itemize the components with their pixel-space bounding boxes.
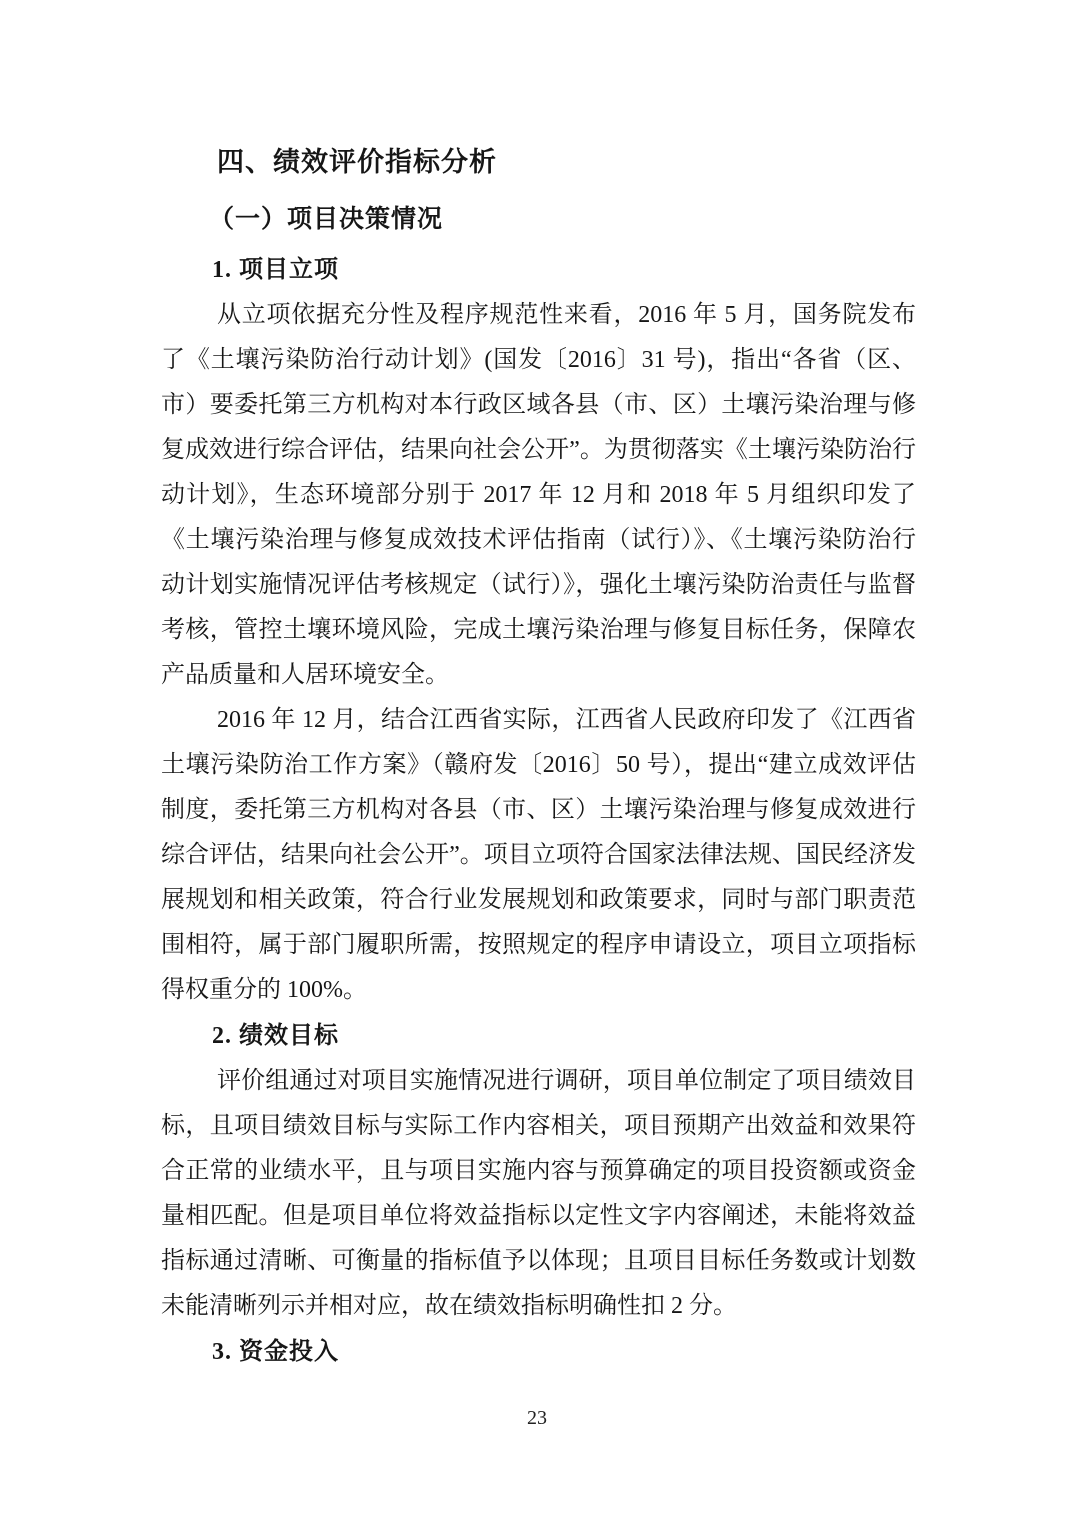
subsection-heading-performance-targets: 2. 绩效目标: [212, 1023, 339, 1049]
page-number: 23: [527, 1407, 547, 1429]
chapter-heading: 四、绩效评价指标分析: [217, 147, 497, 177]
subsection-heading-capital-investment: 3. 资金投入: [212, 1339, 339, 1365]
paragraph-project-initiation-1: 从立项依据充分性及程序规范性来看，2016 年 5 月，国务院发布了《土壤污染防治行动计划》(国发〔2016〕31 号)，指出“各省（区、市）要委托第三方机构对本行政区域各县（市、区）土壤污染治理与修复成效进行综合评估，结果向社会公开”。为贯彻落实《土壤污染防治行动计划》，生态环境部分别于 2017 年 12 月和 2018 年 5 月组织印发了《土壤污染治理与修复成效技术评估指南（试行）》、《土壤污染防治行动计划实施情况评估考核规定（试行）》，强化土壤污染防治责任与监督考核，管控土壤环境风险，完成土壤污染治理与修复目标任务，保障农产品质量和人居环境安全。: [161, 302, 916, 688]
document-content: [161, 139, 916, 1375]
section-heading: （一）项目决策情况: [209, 206, 444, 233]
paragraph-performance-targets-1: 评价组通过对项目实施情况进行调研，项目单位制定了项目绩效目标，且项目绩效目标与实际工作内容相关，项目预期产出效益和效果符合正常的业绩水平，且与项目实施内容与预算确定的项目投资额或资金量相匹配。但是项目单位将效益指标以定性文字内容阐述，未能将效益指标通过清晰、可衡量的指标值予以体现；且项目目标任务数或计划数未能清晰列示并相对应，故在绩效指标明确性扣 2 分。: [161, 1068, 916, 1319]
paragraph-project-initiation-2: 2016 年 12 月，结合江西省实际，江西省人民政府印发了《江西省土壤污染防治工作方案》（赣府发〔2016〕50 号），提出“建立成效评估制度，委托第三方机构对各县（市、区）土壤污染治理与修复成效进行综合评估，结果向社会公开”。项目立项符合国家法律法规、国民经济发展规划和相关政策，符合行业发展规划和政策要求，同时与部门职责范围相符，属于部门履职所需，按照规定的程序申请设立，项目立项指标得权重分的 100%。: [161, 707, 916, 1003]
subsection-heading-project-initiation: 1. 项目立项: [212, 257, 339, 283]
